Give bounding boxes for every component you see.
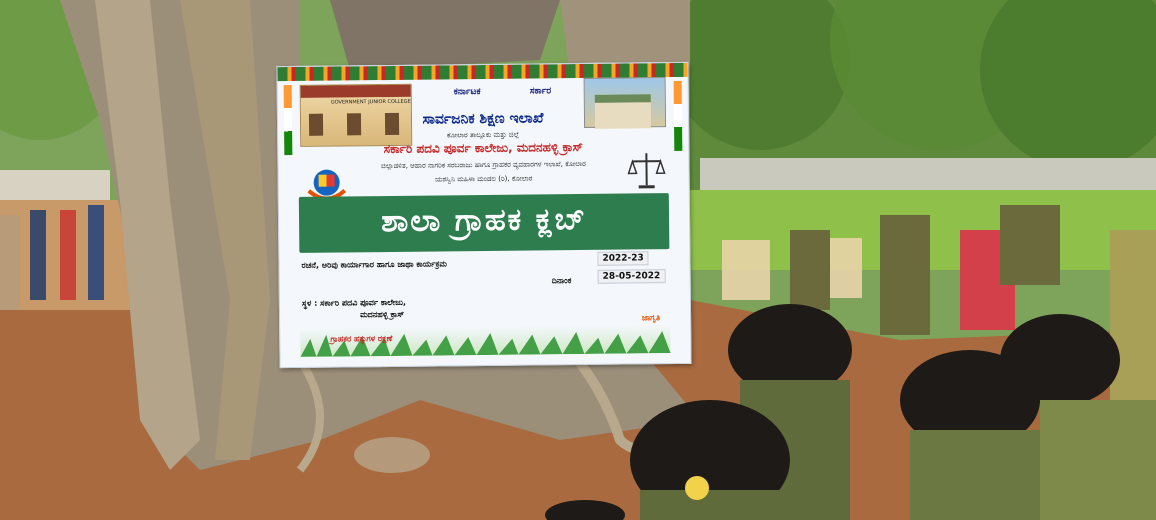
consumer-club-banner [276, 62, 691, 368]
banner-state: ಕರ್ನಾಟಕ [453, 87, 481, 98]
banner-grass-strip [300, 325, 670, 357]
date-label: ದಿನಾಂಕ [551, 276, 572, 286]
venue-place: ಮದನಹಳ್ಳಿ ಕ್ರಾಸ್ [359, 309, 405, 320]
banner-government: ಸರ್ಕಾರ [529, 86, 552, 97]
college-photo-sign: GOVERNMENT JUNIOR COLLEGE [330, 98, 411, 106]
club-title-band [299, 193, 670, 253]
program-label: ರಚನೆ, ಅರಿವು ಕಾರ್ಯಾಗಾರ ಹಾಗೂ ಜಾಥಾ ಕಾರ್ಯಕ್ರಮ [301, 259, 448, 270]
banner-partner-line: ಯಶಸ್ವಿನಿ ಮಹಿಳಾ ಮಂಡಲ (ರಿ), ಕೋಲಾರ [434, 174, 533, 184]
justice-scale-logo-icon [626, 147, 666, 191]
banner-college-name: ಸರ್ಕಾರಿ ಪದವಿ ಪೂರ್ವ ಕಾಲೇಜು, ಮದನಹಳ್ಳಿ ಕ್ರಾಸ್ [383, 139, 583, 157]
banner-department: ಸಾರ್ವಜನಿಕ ಶಿಕ್ಷಣ ಇಲಾಖೆ [422, 110, 544, 128]
venue-label: ಸ್ಥಳ : ಸರ್ಕಾರಿ ಪದವಿ ಪೂರ್ವ ಕಾಲೇಜು, [301, 297, 407, 308]
banner-district-line: ಕೋಲಾರ ತಾಲ್ಲೂಕು ಮತ್ತು ಜಿಲ್ಲೆ [446, 130, 520, 140]
banner-awareness-tag: ಜಾಗೃತಿ [641, 313, 661, 323]
club-title: ಶಾಲಾ ಗ್ರಾಹಕ ಕ್ಲಬ್ [381, 201, 588, 240]
banner-tagline: ಗ್ರಾಹಕರ ಹಕ್ಕುಗಳ ರಕ್ಷಣೆ [330, 333, 393, 344]
academic-year: 2022-23 [597, 251, 648, 266]
banner-organizers-line: ಜಿಲ್ಲಾಡಳಿತ, ಆಹಾರ ನಾಗರಿಕ ಸರಬರಾಜು ಹಾಗೂ ಗ್ರಾಹಕರ ವ್ಯವಹಾರಗಳ ಇಲಾಖೆ, ಕೋಲಾರ [381, 159, 586, 171]
event-date: 28-05-2022 [598, 269, 666, 284]
